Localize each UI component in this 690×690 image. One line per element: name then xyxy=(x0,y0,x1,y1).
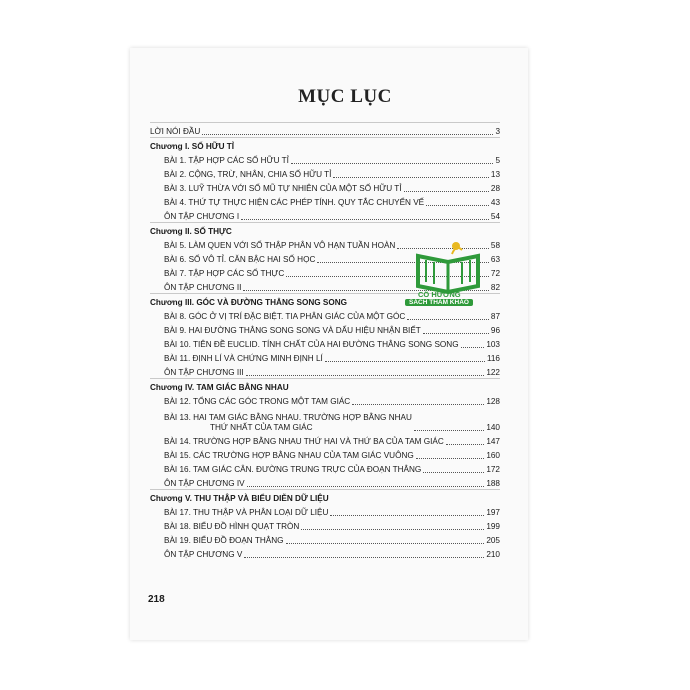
toc-entry-page: 3 xyxy=(495,127,500,136)
toc-row xyxy=(150,336,500,350)
dot-leader xyxy=(461,347,485,348)
toc-entry-page: 122 xyxy=(486,368,500,377)
toc-entry-label: BÀI 9. HAI ĐƯỜNG THẲNG SONG SONG VÀ DẤU HIỆU NHẬN BIẾT xyxy=(164,326,421,335)
dot-leader xyxy=(416,458,485,459)
toc-row xyxy=(150,378,500,393)
toc-entry-label: BÀI 18. BIỂU ĐỒ HÌNH QUẠT TRÒN xyxy=(164,522,300,531)
toc-entry-page: 54 xyxy=(490,212,500,221)
toc-entry-label: Chương V. THU THẬP VÀ BIỂU DIỄN DỮ LIỆU xyxy=(150,494,329,503)
toc-entry-label xyxy=(164,413,412,433)
page-title: MỤC LỤC xyxy=(298,86,392,107)
dot-leader xyxy=(325,361,485,362)
toc-entry-page: 72 xyxy=(490,269,500,278)
toc-entry-label: BÀI 15. CÁC TRƯỜNG HỢP BẰNG NHAU CỦA TAM GIÁC VUÔNG xyxy=(164,451,414,460)
dot-leader xyxy=(291,163,494,164)
toc-entry-page: 58 xyxy=(490,241,500,250)
toc-row xyxy=(150,152,500,166)
dot-leader xyxy=(404,191,489,192)
toc-entry-label: ÔN TẬP CHƯƠNG V xyxy=(164,550,243,559)
toc-row xyxy=(150,180,500,194)
toc-row xyxy=(150,447,500,461)
toc-entry-label: BÀI 16. TAM GIÁC CÂN. ĐƯỜNG TRUNG TRỰC CỦA ĐOẠN THẲNG xyxy=(164,465,422,474)
toc-row xyxy=(150,308,500,322)
toc-entry-label: BÀI 8. GÓC Ở VỊ TRÍ ĐẶC BIỆT. TIA PHÂN GIÁC CỦA MỘT GÓC xyxy=(164,312,406,321)
toc-row xyxy=(150,504,500,518)
toc-entry-page: 197 xyxy=(486,508,500,517)
dot-leader xyxy=(333,177,488,178)
toc-row xyxy=(150,364,500,378)
toc-entry-page: 13 xyxy=(490,170,500,179)
toc-entry-label: ÔN TẬP CHƯƠNG IV xyxy=(164,479,245,488)
dot-leader xyxy=(286,543,485,544)
toc-entry-page: 87 xyxy=(490,312,500,321)
dot-leader xyxy=(352,404,484,405)
toc-entry-label: Chương IV. TAM GIÁC BẰNG NHAU xyxy=(150,383,289,392)
toc-entry-page: 128 xyxy=(486,397,500,406)
toc-entry-page: 205 xyxy=(486,536,500,545)
toc-entry-label-line1: BÀI 13. HAI TAM GIÁC BẰNG NHAU. TRƯỜNG HỢP BẰNG NHAU xyxy=(164,413,412,422)
toc-entry-page: 160 xyxy=(486,451,500,460)
toc-entry-label: BÀI 17. THU THẬP VÀ PHÂN LOẠI DỮ LIỆU xyxy=(164,508,329,517)
toc-row xyxy=(150,122,500,137)
dot-leader xyxy=(330,515,484,516)
dot-leader xyxy=(247,486,485,487)
toc-entry-label: BÀI 5. LÀM QUEN VỚI SỐ THẬP PHÂN VÔ HẠN TUẦN HOÀN xyxy=(164,241,396,250)
toc-row xyxy=(150,518,500,532)
table-of-contents xyxy=(150,122,500,560)
toc-entry-label: BÀI 7. TẬP HỢP CÁC SỐ THỰC xyxy=(164,269,285,278)
toc-entry-label: BÀI 3. LUỸ THỪA VỚI SỐ MŨ TỰ NHIÊN CỦA MỘT SỐ HỮU TỈ xyxy=(164,184,402,193)
toc-entry-label: Chương II. SỐ THỰC xyxy=(150,227,232,236)
dot-leader xyxy=(244,557,484,558)
dot-leader xyxy=(246,375,485,376)
toc-entry-page: 172 xyxy=(486,465,500,474)
dot-leader xyxy=(426,205,489,206)
toc-row xyxy=(150,489,500,504)
toc-row xyxy=(150,475,500,489)
toc-row xyxy=(150,208,500,222)
toc-entry-label: ÔN TẬP CHƯƠNG I xyxy=(164,212,240,221)
toc-entry-page: 188 xyxy=(486,479,500,488)
toc-entry-label: BÀI 2. CỘNG, TRỪ, NHÂN, CHIA SỐ HỮU TỈ xyxy=(164,170,332,179)
dot-leader xyxy=(423,472,484,473)
toc-entry-page: 63 xyxy=(490,255,500,264)
toc-row xyxy=(150,166,500,180)
toc-row xyxy=(150,194,500,208)
toc-entry-label: BÀI 12. TỔNG CÁC GÓC TRONG MỘT TAM GIÁC xyxy=(164,397,351,406)
toc-entry-label: BÀI 6. SỐ VÔ TỈ. CĂN BẬC HAI SỐ HỌC xyxy=(164,255,316,264)
toc-row xyxy=(150,461,500,475)
dot-leader xyxy=(407,319,489,320)
toc-entry-page: 103 xyxy=(486,340,500,349)
watermark-line1: CÔ HƯƠNG xyxy=(418,290,461,299)
toc-row xyxy=(150,433,500,447)
toc-entry-label: BÀI 10. TIÊN ĐỀ EUCLID. TÍNH CHẤT CỦA HAI ĐƯỜNG THẲNG SONG SONG xyxy=(164,340,459,349)
toc-entry-page: 116 xyxy=(486,354,500,363)
toc-row xyxy=(150,393,500,407)
dot-leader xyxy=(446,444,485,445)
toc-entry-page: 5 xyxy=(495,156,500,165)
toc-entry-label: BÀI 19. BIỂU ĐỒ ĐOẠN THẲNG xyxy=(164,536,284,545)
page-number: 218 xyxy=(148,594,165,605)
toc-entry-page: 199 xyxy=(486,522,500,531)
toc-entry-page: 28 xyxy=(490,184,500,193)
toc-entry-label: BÀI 4. THỨ TỰ THỰC HIỆN CÁC PHÉP TÍNH. QUY TẮC CHUYỂN VẾ xyxy=(164,198,425,207)
dot-leader xyxy=(301,529,484,530)
toc-row xyxy=(150,322,500,336)
toc-entry-page: 96 xyxy=(490,326,500,335)
toc-entry-label: BÀI 11. ĐỊNH LÍ VÀ CHỨNG MINH ĐỊNH LÍ xyxy=(164,354,323,363)
toc-entry-page: 43 xyxy=(490,198,500,207)
toc-entry-label: BÀI 14. TRƯỜNG HỢP BẰNG NHAU THỨ HAI VÀ THỨ BA CỦA TAM GIÁC xyxy=(164,437,444,446)
dot-leader xyxy=(241,219,489,220)
toc-row xyxy=(150,532,500,546)
toc-row xyxy=(150,407,500,433)
toc-row xyxy=(150,222,500,237)
watermark-line2: SÁCH THAM KHẢO xyxy=(405,299,473,306)
toc-entry-label: LỜI NÓI ĐẦU xyxy=(150,127,201,136)
toc-entry-label: ÔN TẬP CHƯƠNG II xyxy=(164,283,242,292)
toc-entry-page: 210 xyxy=(486,550,500,559)
dot-leader xyxy=(423,333,489,334)
toc-entry-label: Chương I. SỐ HỮU TỈ xyxy=(150,142,235,151)
dot-leader xyxy=(202,134,493,135)
toc-entry-label: ÔN TẬP CHƯƠNG III xyxy=(164,368,244,377)
toc-row xyxy=(150,546,500,560)
toc-entry-page: 140 xyxy=(486,423,500,432)
toc-entry-page: 82 xyxy=(490,283,500,292)
dot-leader xyxy=(414,430,484,431)
toc-row xyxy=(150,350,500,364)
toc-entry-label-line2: THỨ NHẤT CỦA TAM GIÁC xyxy=(210,423,313,432)
toc-entry-label: BÀI 1. TẬP HỢP CÁC SỐ HỮU TỈ xyxy=(164,156,289,165)
toc-entry-label: Chương III. GÓC VÀ ĐƯỜNG THẲNG SONG SONG xyxy=(150,298,348,307)
toc-entry-page: 147 xyxy=(486,437,500,446)
toc-row xyxy=(150,137,500,152)
